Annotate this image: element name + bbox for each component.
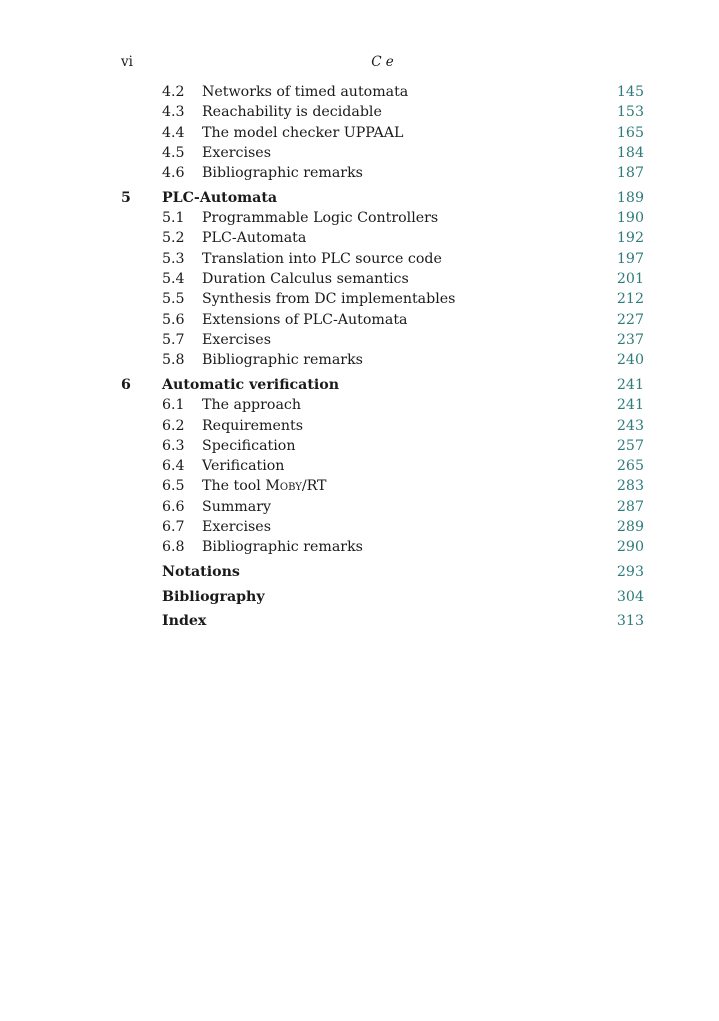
toc-entry[interactable] bbox=[121, 143, 644, 163]
toc-entry[interactable] bbox=[121, 537, 644, 557]
page-number-link[interactable]: 304 bbox=[616, 588, 644, 605]
page-number-link[interactable]: 237 bbox=[616, 331, 644, 348]
toc-entry[interactable] bbox=[121, 102, 644, 122]
toc-entry[interactable] bbox=[121, 163, 644, 183]
toc-chapter-entry[interactable] bbox=[121, 375, 644, 395]
backmatter-title: Index bbox=[162, 613, 207, 630]
page-number-link[interactable]: 197 bbox=[616, 250, 644, 267]
section-number: 4.6 bbox=[162, 165, 185, 182]
toc-entry[interactable] bbox=[121, 436, 644, 456]
toc-entry[interactable] bbox=[121, 208, 644, 228]
page-number-link[interactable]: 212 bbox=[616, 291, 644, 308]
page-number-link[interactable]: 243 bbox=[616, 417, 644, 434]
section-title: Programmable Logic Controllers bbox=[202, 210, 439, 227]
section-title: Summary bbox=[202, 498, 272, 515]
page-number-link[interactable]: 265 bbox=[616, 458, 644, 475]
section-number: 4.4 bbox=[162, 124, 185, 141]
page-folio: vi bbox=[121, 54, 133, 70]
toc-entry[interactable] bbox=[121, 456, 644, 476]
page-number-link[interactable]: 287 bbox=[616, 498, 644, 515]
section-title: Networks of timed automata bbox=[202, 84, 409, 100]
section-number: 6.1 bbox=[162, 397, 185, 414]
section-title: PLC-Automata bbox=[202, 230, 307, 247]
toc-entry[interactable] bbox=[121, 476, 644, 496]
toc-entry[interactable] bbox=[121, 517, 644, 537]
section-number: 6.2 bbox=[162, 417, 185, 434]
page-number-link[interactable]: 227 bbox=[616, 311, 644, 328]
page-number-link[interactable]: 289 bbox=[616, 519, 644, 536]
section-number: 6.3 bbox=[162, 437, 185, 454]
tool-name-smallcaps: Moby bbox=[265, 478, 302, 495]
section-title: Specification bbox=[202, 437, 296, 454]
page-number-link[interactable]: 293 bbox=[616, 564, 644, 580]
section-title: Verification bbox=[202, 458, 285, 475]
page-number-link[interactable]: 190 bbox=[616, 210, 644, 227]
section-number: 5.1 bbox=[162, 210, 185, 227]
section-title: Requirements bbox=[202, 417, 303, 434]
page-number-link[interactable]: 283 bbox=[616, 478, 644, 495]
section-title: Exercises bbox=[202, 144, 271, 161]
toc-backmatter-entry[interactable] bbox=[121, 587, 644, 607]
toc-entry[interactable] bbox=[121, 330, 644, 350]
section-title: Synthesis from DC implementables bbox=[202, 291, 456, 308]
toc-entry[interactable] bbox=[121, 123, 644, 143]
running-head bbox=[121, 54, 644, 72]
table-of-contents bbox=[121, 82, 644, 632]
section-number: 6.5 bbox=[162, 478, 185, 495]
toc-entry[interactable] bbox=[121, 228, 644, 248]
section-number: 4.2 bbox=[162, 84, 185, 100]
page-number-link[interactable]: 241 bbox=[616, 376, 644, 393]
toc-entry[interactable] bbox=[121, 289, 644, 309]
toc-backmatter-entry[interactable] bbox=[121, 562, 644, 582]
running-title: C e bbox=[371, 54, 394, 70]
section-number: 6.6 bbox=[162, 498, 185, 515]
section-number: 6.8 bbox=[162, 539, 185, 556]
page-number-link[interactable]: 192 bbox=[616, 230, 644, 247]
section-number: 5.3 bbox=[162, 250, 185, 267]
section-title: Exercises bbox=[202, 519, 271, 536]
chapter-number: 5 bbox=[121, 189, 131, 206]
page-number-link[interactable]: 240 bbox=[616, 352, 644, 369]
page-number-link[interactable]: 313 bbox=[616, 613, 644, 630]
section-title: The model checker UPPAAL bbox=[202, 124, 404, 141]
section-title: Duration Calculus semantics bbox=[202, 271, 409, 288]
section-number: 5.8 bbox=[162, 352, 185, 369]
chapter-title: PLC-Automata bbox=[162, 189, 278, 206]
section-number: 6.7 bbox=[162, 519, 185, 536]
toc-entry[interactable] bbox=[121, 395, 644, 415]
section-title: Translation into PLC source code bbox=[202, 250, 442, 267]
page-number-link[interactable]: 187 bbox=[616, 165, 644, 182]
section-title: Bibliographic remarks bbox=[202, 352, 363, 369]
toc-entry[interactable] bbox=[121, 310, 644, 330]
section-number: 5.2 bbox=[162, 230, 185, 247]
toc-entry[interactable] bbox=[121, 350, 644, 370]
section-title: Extensions of PLC-Automata bbox=[202, 311, 408, 328]
section-title-suffix: /RT bbox=[301, 478, 327, 495]
section-number: 5.7 bbox=[162, 331, 185, 348]
section-title: The approach bbox=[202, 397, 301, 414]
section-number: 5.4 bbox=[162, 271, 185, 288]
backmatter-title: Notations bbox=[162, 564, 240, 580]
section-number: 4.5 bbox=[162, 144, 185, 161]
section-title: Reachability is decidable bbox=[202, 104, 382, 121]
toc-entry[interactable] bbox=[121, 249, 644, 269]
toc-entry[interactable] bbox=[121, 416, 644, 436]
section-title: Bibliographic remarks bbox=[202, 539, 363, 556]
page-number-link[interactable]: 153 bbox=[616, 104, 644, 121]
toc-entry[interactable] bbox=[121, 269, 644, 289]
chapter-number: 6 bbox=[121, 376, 131, 393]
section-title bbox=[202, 476, 327, 496]
toc-chapter-entry[interactable] bbox=[121, 188, 644, 208]
section-title: Exercises bbox=[202, 331, 271, 348]
backmatter-title: Bibliography bbox=[162, 588, 265, 605]
page-number-link[interactable]: 184 bbox=[616, 144, 644, 161]
section-title: Bibliographic remarks bbox=[202, 165, 363, 182]
chapter-title: Automatic verification bbox=[162, 376, 340, 393]
section-number: 5.5 bbox=[162, 291, 185, 308]
page-number-link[interactable]: 189 bbox=[616, 189, 644, 206]
toc-entry[interactable] bbox=[121, 82, 644, 102]
section-number: 6.4 bbox=[162, 458, 185, 475]
page-number-link[interactable]: 257 bbox=[616, 437, 644, 454]
section-number: 4.3 bbox=[162, 104, 185, 121]
page-number-link[interactable]: 241 bbox=[616, 397, 644, 414]
toc-backmatter-entry[interactable] bbox=[121, 611, 644, 631]
section-title-prefix: The tool bbox=[202, 478, 266, 495]
toc-entry[interactable] bbox=[121, 497, 644, 517]
section-number: 5.6 bbox=[162, 311, 185, 328]
page-number-link[interactable]: 290 bbox=[616, 539, 644, 556]
page-number-link[interactable]: 201 bbox=[616, 271, 644, 288]
page-number-link[interactable]: 165 bbox=[616, 124, 644, 141]
page-number-link[interactable]: 145 bbox=[616, 84, 644, 100]
